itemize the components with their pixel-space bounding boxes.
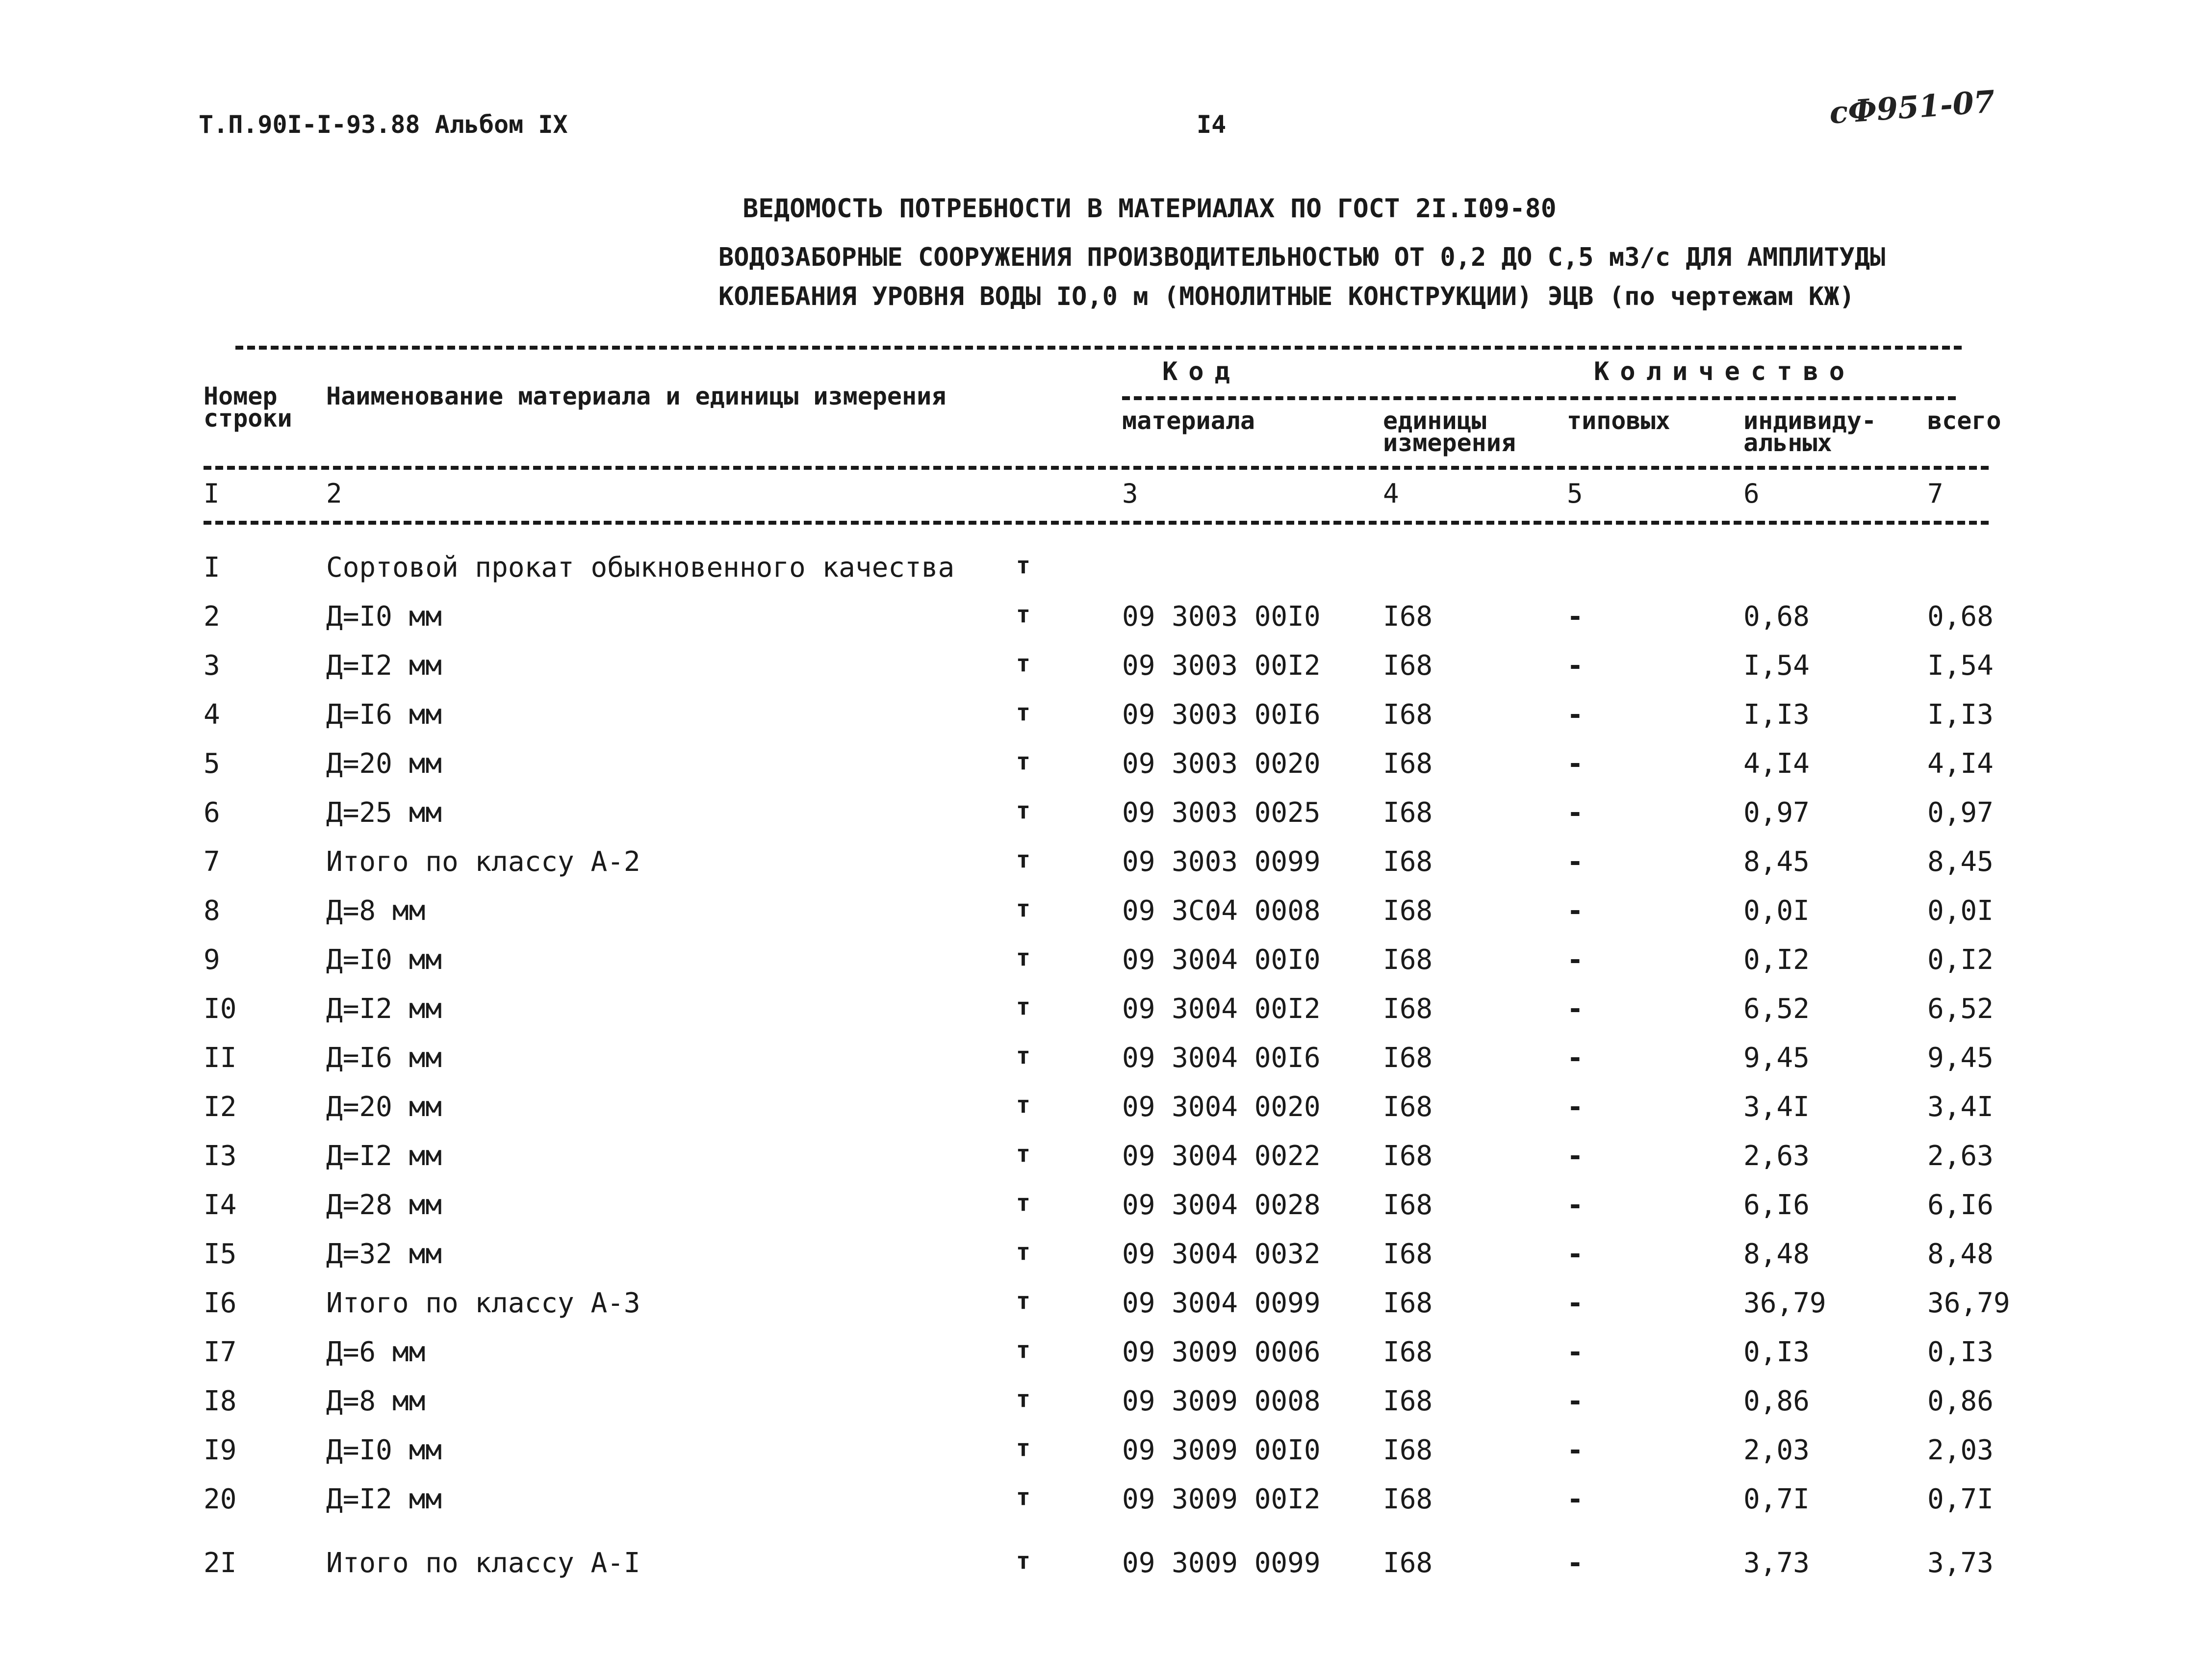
- material-code: 09 3003 00I6: [1122, 699, 1321, 731]
- column-number: I: [204, 478, 220, 509]
- unit-code: I68: [1383, 748, 1433, 780]
- qty-total: 0,86: [1927, 1385, 1994, 1417]
- header-unit-code-line-2: измерения: [1383, 429, 1516, 457]
- unit-label: т: [1016, 1547, 1030, 1575]
- qty-individual: 3,4I: [1743, 1091, 1810, 1123]
- header-qty-total: всего: [1927, 407, 2001, 435]
- qty-typical: -: [1567, 797, 1584, 829]
- handwritten-note: сФ951-07: [1828, 83, 1996, 131]
- table-top-rule: [235, 346, 1962, 350]
- unit-code: I68: [1383, 1238, 1433, 1270]
- qty-individual: 3,73: [1743, 1547, 1810, 1579]
- qty-typical: -: [1567, 1287, 1584, 1319]
- table-row: [0, 1483, 2201, 1532]
- material-name: Д=8 мм: [326, 895, 426, 927]
- table-row: [0, 1434, 2201, 1483]
- qty-typical: -: [1567, 1434, 1584, 1466]
- table-row: [0, 1091, 2201, 1140]
- unit-code: I68: [1383, 846, 1433, 878]
- unit-label: т: [1016, 895, 1030, 922]
- qty-typical: -: [1567, 944, 1584, 976]
- row-number: 3: [204, 650, 220, 682]
- unit-label: т: [1016, 1434, 1030, 1462]
- row-number: 2I: [204, 1547, 237, 1579]
- header-qty-typical: типовых: [1567, 407, 1670, 435]
- qty-typical: -: [1567, 1385, 1584, 1417]
- qty-typical: -: [1567, 699, 1584, 731]
- table-row: [0, 650, 2201, 699]
- qty-total: 0,I3: [1927, 1336, 1994, 1368]
- unit-label: т: [1016, 552, 1030, 579]
- header-rule: [204, 466, 1989, 470]
- row-number: I7: [204, 1336, 237, 1368]
- material-name: Д=8 мм: [326, 1385, 426, 1417]
- table-row: [0, 1042, 2201, 1091]
- unit-label: т: [1016, 1336, 1030, 1364]
- column-number: 6: [1743, 478, 1760, 509]
- material-name: Сортовой прокат обыкновенного качества: [326, 552, 955, 584]
- unit-code: I68: [1383, 1547, 1433, 1579]
- table-row: [0, 601, 2201, 650]
- table-row: [0, 846, 2201, 895]
- unit-code: I68: [1383, 1336, 1433, 1368]
- qty-total: I,54: [1927, 650, 1994, 682]
- qty-typical: -: [1567, 1336, 1584, 1368]
- row-number: II: [204, 1042, 237, 1074]
- material-code: 09 3004 0020: [1122, 1091, 1321, 1123]
- row-number: 9: [204, 944, 220, 976]
- unit-label: т: [1016, 797, 1030, 824]
- qty-total: 0,0I: [1927, 895, 1994, 927]
- unit-code: I68: [1383, 797, 1433, 829]
- document-title: ВЕДОМОСТЬ ПОТРЕБНОСТИ В МАТЕРИАЛАХ ПО ГОСТ 2I.I09-80: [742, 194, 1557, 224]
- qty-typical: -: [1567, 601, 1584, 633]
- row-number: 6: [204, 797, 220, 829]
- table-row: [0, 552, 2201, 601]
- material-code: 09 3003 0025: [1122, 797, 1321, 829]
- qty-typical: -: [1567, 1238, 1584, 1270]
- unit-code: I68: [1383, 1385, 1433, 1417]
- table-row: [0, 993, 2201, 1042]
- qty-typical: -: [1567, 1140, 1584, 1172]
- unit-label: т: [1016, 1091, 1030, 1119]
- qty-total: 6,52: [1927, 993, 1994, 1025]
- material-code: 09 3009 00I2: [1122, 1483, 1321, 1515]
- table-row: [0, 1385, 2201, 1434]
- header-material-code: материала: [1122, 407, 1255, 435]
- unit-code: I68: [1383, 1483, 1433, 1515]
- material-code: 09 3009 0099: [1122, 1547, 1321, 1579]
- material-name: Д=28 мм: [326, 1189, 442, 1221]
- unit-label: т: [1016, 846, 1030, 873]
- qty-total: 0,68: [1927, 601, 1994, 633]
- qty-individual: 9,45: [1743, 1042, 1810, 1074]
- material-code: 09 3009 0008: [1122, 1385, 1321, 1417]
- material-name: Д=32 мм: [326, 1238, 442, 1270]
- material-code: 09 3003 00I0: [1122, 601, 1321, 633]
- unit-label: т: [1016, 1287, 1030, 1315]
- unit-code: I68: [1383, 650, 1433, 682]
- qty-total: I,I3: [1927, 699, 1994, 731]
- material-name: Итого по классу А-3: [326, 1287, 640, 1319]
- column-number: 4: [1383, 478, 1399, 509]
- unit-code: I68: [1383, 1042, 1433, 1074]
- material-name: Д=I0 мм: [326, 601, 442, 633]
- qty-individual: I,54: [1743, 650, 1810, 682]
- material-name: Д=I2 мм: [326, 1140, 442, 1172]
- column-number: 3: [1122, 478, 1138, 509]
- unit-label: т: [1016, 1238, 1030, 1266]
- header-unit-code-line-1: единицы: [1383, 407, 1486, 435]
- material-name: Д=I0 мм: [326, 1434, 442, 1466]
- header-qty-individual-line-1: индивиду-: [1743, 407, 1876, 435]
- table-row: [0, 895, 2201, 944]
- qty-total: 3,73: [1927, 1547, 1994, 1579]
- material-code: 09 3004 0099: [1122, 1287, 1321, 1319]
- qty-individual: 0,0I: [1743, 895, 1810, 927]
- table-row: [0, 944, 2201, 993]
- row-number: I2: [204, 1091, 237, 1123]
- material-name: Д=25 мм: [326, 797, 442, 829]
- header-qty-individual-line-2: альных: [1743, 429, 1832, 457]
- qty-individual: 2,63: [1743, 1140, 1810, 1172]
- qty-total: 2,03: [1927, 1434, 1994, 1466]
- unit-label: т: [1016, 699, 1030, 726]
- row-number: I0: [204, 993, 237, 1025]
- unit-label: т: [1016, 1385, 1030, 1413]
- qty-typical: -: [1567, 846, 1584, 878]
- row-number: I4: [204, 1189, 237, 1221]
- row-number: 5: [204, 748, 220, 780]
- qty-typical: -: [1567, 895, 1584, 927]
- qty-individual: 6,52: [1743, 993, 1810, 1025]
- table-row: [0, 1140, 2201, 1189]
- page-number: I4: [1197, 110, 1227, 139]
- qty-typical: -: [1567, 1189, 1584, 1221]
- qty-individual: 2,03: [1743, 1434, 1810, 1466]
- unit-code: I68: [1383, 1091, 1433, 1123]
- table-row: [0, 1189, 2201, 1238]
- header-quantity-group: Количество: [1594, 357, 1856, 386]
- group-rule: [1122, 396, 1956, 400]
- unit-label: т: [1016, 748, 1030, 775]
- unit-label: т: [1016, 1483, 1030, 1511]
- material-code: 09 3004 0032: [1122, 1238, 1321, 1270]
- qty-total: 2,63: [1927, 1140, 1994, 1172]
- unit-code: I68: [1383, 1434, 1433, 1466]
- header-code-group: Код: [1162, 357, 1241, 386]
- material-name: Д=I6 мм: [326, 1042, 442, 1074]
- unit-code: I68: [1383, 944, 1433, 976]
- header-row-number-line-1: Номер: [204, 382, 278, 410]
- qty-individual: 0,68: [1743, 601, 1810, 633]
- material-code: 09 3004 00I0: [1122, 944, 1321, 976]
- material-code: 09 3004 00I2: [1122, 993, 1321, 1025]
- material-code: 09 3004 00I6: [1122, 1042, 1321, 1074]
- table-row: [0, 748, 2201, 797]
- unit-code: I68: [1383, 993, 1433, 1025]
- qty-individual: 8,45: [1743, 846, 1810, 878]
- qty-total: 36,79: [1927, 1287, 2010, 1319]
- qty-individual: 0,86: [1743, 1385, 1810, 1417]
- table-row: [0, 797, 2201, 846]
- material-name: Д=I2 мм: [326, 1483, 442, 1515]
- qty-individual: 0,7I: [1743, 1483, 1810, 1515]
- row-number: 8: [204, 895, 220, 927]
- qty-total: 3,4I: [1927, 1091, 1994, 1123]
- unit-label: т: [1016, 1042, 1030, 1069]
- column-number: 7: [1927, 478, 1944, 509]
- qty-total: 8,48: [1927, 1238, 1994, 1270]
- qty-individual: I,I3: [1743, 699, 1810, 731]
- qty-total: 0,7I: [1927, 1483, 1994, 1515]
- qty-typical: -: [1567, 748, 1584, 780]
- material-name: Итого по классу А-2: [326, 846, 640, 878]
- row-number: 7: [204, 846, 220, 878]
- qty-total: 4,I4: [1927, 748, 1994, 780]
- material-code: 09 3009 0006: [1122, 1336, 1321, 1368]
- qty-individual: 4,I4: [1743, 748, 1810, 780]
- qty-total: 9,45: [1927, 1042, 1994, 1074]
- table-row: [0, 1287, 2201, 1336]
- header-material-name: Наименование материала и единицы измерения: [326, 382, 947, 410]
- unit-code: I68: [1383, 699, 1433, 731]
- document-reference: Т.П.90I-I-93.88 Альбом IX: [199, 110, 568, 139]
- qty-individual: 8,48: [1743, 1238, 1810, 1270]
- material-code: 09 3С04 0008: [1122, 895, 1321, 927]
- document-subtitle-line-2: КОЛЕБАНИЯ УРОВНЯ ВОДЫ IO,0 м (МОНОЛИТНЫЕ КОНСТРУКЦИИ) ЭЦВ (по чертежам КЖ): [718, 282, 1855, 311]
- table-row: [0, 1547, 2201, 1596]
- material-name: Д=I0 мм: [326, 944, 442, 976]
- row-number: I6: [204, 1287, 237, 1319]
- qty-total: 0,97: [1927, 797, 1994, 829]
- row-number: 20: [204, 1483, 237, 1515]
- qty-typical: -: [1567, 1547, 1584, 1579]
- qty-typical: -: [1567, 650, 1584, 682]
- row-number: I5: [204, 1238, 237, 1270]
- qty-individual: 36,79: [1743, 1287, 1826, 1319]
- row-number: I8: [204, 1385, 237, 1417]
- qty-individual: 6,I6: [1743, 1189, 1810, 1221]
- qty-typical: -: [1567, 993, 1584, 1025]
- row-number: 2: [204, 601, 220, 633]
- document-subtitle-line-1: ВОДОЗАБОРНЫЕ СООРУЖЕНИЯ ПРОИЗВОДИТЕЛЬНОСТЬЮ ОТ 0,2 ДО С,5 м3/с ДЛЯ АМПЛИТУДЫ: [718, 243, 1886, 272]
- material-name: Д=20 мм: [326, 748, 442, 780]
- qty-typical: -: [1567, 1483, 1584, 1515]
- material-name: Д=20 мм: [326, 1091, 442, 1123]
- qty-total: 6,I6: [1927, 1189, 1994, 1221]
- unit-label: т: [1016, 601, 1030, 628]
- material-name: Итого по классу А-I: [326, 1547, 640, 1579]
- unit-label: т: [1016, 993, 1030, 1020]
- unit-code: I68: [1383, 895, 1433, 927]
- unit-code: I68: [1383, 601, 1433, 633]
- qty-individual: 0,I3: [1743, 1336, 1810, 1368]
- table-row: [0, 1336, 2201, 1385]
- material-name: Д=I2 мм: [326, 993, 442, 1025]
- material-code: 09 3003 0099: [1122, 846, 1321, 878]
- row-number: I3: [204, 1140, 237, 1172]
- material-name: Д=I2 мм: [326, 650, 442, 682]
- qty-typical: -: [1567, 1042, 1584, 1074]
- material-code: 09 3004 0028: [1122, 1189, 1321, 1221]
- material-code: 09 3003 0020: [1122, 748, 1321, 780]
- table-row: [0, 699, 2201, 748]
- unit-code: I68: [1383, 1189, 1433, 1221]
- row-number: I9: [204, 1434, 237, 1466]
- unit-code: I68: [1383, 1140, 1433, 1172]
- unit-label: т: [1016, 944, 1030, 971]
- table-row: [0, 1238, 2201, 1287]
- qty-individual: 0,I2: [1743, 944, 1810, 976]
- row-number: 4: [204, 699, 220, 731]
- material-name: Д=6 мм: [326, 1336, 426, 1368]
- unit-label: т: [1016, 650, 1030, 677]
- row-number: I: [204, 552, 220, 584]
- qty-total: 8,45: [1927, 846, 1994, 878]
- material-code: 09 3004 0022: [1122, 1140, 1321, 1172]
- material-code: 09 3009 00I0: [1122, 1434, 1321, 1466]
- body-top-rule: [204, 521, 1989, 525]
- qty-individual: 0,97: [1743, 797, 1810, 829]
- column-number: 2: [326, 478, 342, 509]
- header-row-number-line-2: строки: [204, 404, 292, 433]
- material-name: Д=I6 мм: [326, 699, 442, 731]
- unit-code: I68: [1383, 1287, 1433, 1319]
- qty-typical: -: [1567, 1091, 1584, 1123]
- unit-label: т: [1016, 1140, 1030, 1168]
- unit-label: т: [1016, 1189, 1030, 1217]
- column-number: 5: [1567, 478, 1583, 509]
- qty-total: 0,I2: [1927, 944, 1994, 976]
- material-code: 09 3003 00I2: [1122, 650, 1321, 682]
